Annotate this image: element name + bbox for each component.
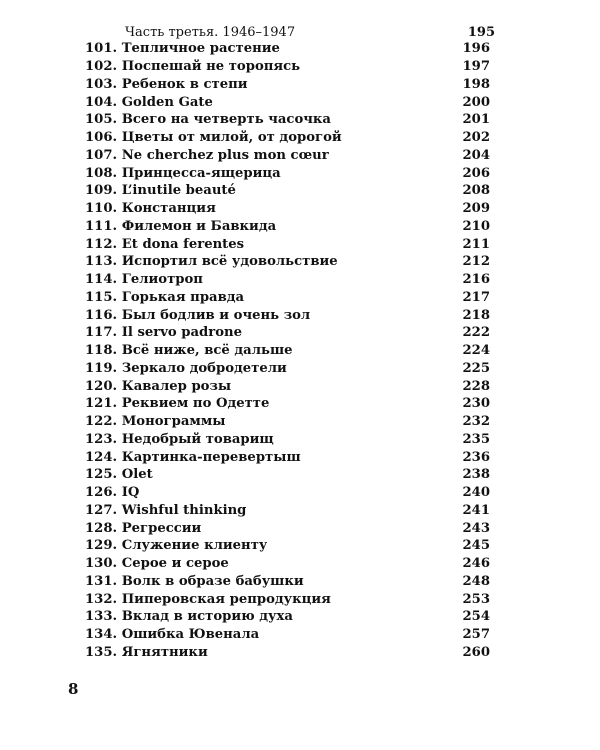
toc-entry xyxy=(85,342,490,360)
toc-entry-page: 206 xyxy=(462,165,490,181)
toc-entry-title: 103. Ребенок в степи xyxy=(85,76,248,92)
toc-entry-title: 114. Гелиотроп xyxy=(85,272,203,288)
toc-entry-page: 217 xyxy=(462,289,490,305)
part-page-number: 195 xyxy=(467,24,495,40)
toc-entry xyxy=(85,40,490,58)
toc-entry-page: 232 xyxy=(462,414,490,430)
toc-entry-page: 241 xyxy=(462,502,490,518)
toc-entry xyxy=(85,289,490,307)
toc-entry xyxy=(85,76,490,94)
toc-entry-page: 257 xyxy=(462,627,490,643)
toc-entry xyxy=(85,413,490,431)
toc-entry-page: 230 xyxy=(462,396,490,412)
toc-entry xyxy=(85,200,490,218)
toc-entry-title: 132. Пиперовская репродукция xyxy=(85,591,331,607)
toc-entry-page: 225 xyxy=(462,360,490,376)
toc-entry-page: 200 xyxy=(462,94,490,110)
toc-entry-title: 102. Поспешай не торопясь xyxy=(85,59,301,75)
toc-entry-title: 126. IQ xyxy=(85,485,140,501)
toc-entry xyxy=(85,147,490,165)
toc-entry-page: 248 xyxy=(462,573,490,589)
toc-entry-title: 101. Тепличное растение xyxy=(85,41,280,57)
toc-entry-page: 260 xyxy=(462,644,490,660)
toc-entry-title: 124. Картинка-перевертыш xyxy=(85,449,301,465)
toc-entry-title: 119. Зеркало добродетели xyxy=(85,360,287,376)
toc-entry xyxy=(85,306,490,324)
part-title: Часть третья. 1946–1947 xyxy=(125,24,296,40)
toc-entry-page: 209 xyxy=(462,201,490,217)
toc-entry-title: 105. Всего на четверть часочка xyxy=(85,112,331,128)
toc-entry-title: 108. Принцесса-ящерица xyxy=(85,165,281,181)
toc-entry-title: 122. Монограммы xyxy=(85,414,226,430)
toc-entry-title: 130. Серое и серое xyxy=(85,556,229,572)
page-number: 8 xyxy=(68,680,79,698)
toc-entry-page: 208 xyxy=(462,183,490,199)
toc-entry-title: 125. Olet xyxy=(85,467,153,483)
toc-entry xyxy=(85,129,490,147)
toc-entry-page: 210 xyxy=(462,218,490,234)
toc-entry-page: 218 xyxy=(462,307,490,323)
toc-entry xyxy=(85,431,490,449)
toc-entry-title: 117. Il servo padrone xyxy=(85,325,243,341)
toc-entry xyxy=(85,377,490,395)
toc-entry xyxy=(85,218,490,236)
toc-entry-title: 123. Недобрый товарищ xyxy=(85,431,274,447)
toc-entry-title: 133. Вклад в историю духа xyxy=(85,609,293,625)
toc-entry-page: 204 xyxy=(462,147,490,163)
toc-entry xyxy=(85,573,490,591)
toc-entry-page: 197 xyxy=(462,59,490,75)
toc-entry xyxy=(85,555,490,573)
toc-entry-title: 129. Служение клиенту xyxy=(85,538,268,554)
toc-entry xyxy=(85,519,490,537)
toc-entry xyxy=(85,448,490,466)
toc-entry xyxy=(85,608,490,626)
toc-entry xyxy=(85,111,490,129)
toc-entry-page: 254 xyxy=(462,609,490,625)
toc-entry xyxy=(85,58,490,76)
toc-entry xyxy=(85,271,490,289)
toc-entry xyxy=(85,93,490,111)
toc-entry-title: 112. Et dona ferentes xyxy=(85,236,245,252)
toc-entry xyxy=(85,484,490,502)
toc-entry xyxy=(85,164,490,182)
toc-entry-title: 120. Кавалер розы xyxy=(85,378,232,394)
toc-entry-title: 109. L’inutile beauté xyxy=(85,183,236,199)
toc-entry xyxy=(85,182,490,200)
toc-entry xyxy=(85,395,490,413)
toc-entry-page: 212 xyxy=(462,254,490,270)
toc-entry xyxy=(85,324,490,342)
toc-entry xyxy=(85,253,490,271)
toc-entry-page: 196 xyxy=(462,41,490,57)
toc-entry-page: 211 xyxy=(462,236,490,252)
toc-entry-title: 111. Филемон и Бавкида xyxy=(85,218,277,234)
toc-entry-title: 128. Регрессии xyxy=(85,520,202,536)
toc-entry xyxy=(85,626,490,644)
toc-entry xyxy=(85,644,490,662)
toc-entry-page: 216 xyxy=(462,272,490,288)
toc-entry-page: 202 xyxy=(462,130,490,146)
toc-entry-title: 134. Ошибка Ювенала xyxy=(85,627,260,643)
toc-entry-title: 104. Golden Gate xyxy=(85,94,213,110)
toc-entry xyxy=(85,235,490,253)
toc-entry xyxy=(85,537,490,555)
toc-entry xyxy=(85,466,490,484)
toc-entry-title: 121. Реквием по Одетте xyxy=(85,396,270,412)
toc-entry-page: 198 xyxy=(462,76,490,92)
toc-entry-page: 245 xyxy=(462,538,490,554)
toc-entry-page: 201 xyxy=(462,112,490,128)
toc-entry xyxy=(85,590,490,608)
toc-entry xyxy=(85,360,490,378)
toc-entry-page: 246 xyxy=(462,556,490,572)
toc-entry-title: 116. Был бодлив и очень зол xyxy=(85,307,311,323)
toc-entry-page: 243 xyxy=(462,520,490,536)
toc-entry-title: 113. Испортил всё удовольствие xyxy=(85,254,338,270)
toc-entry-page: 235 xyxy=(462,431,490,447)
part-heading xyxy=(125,22,495,42)
toc-entry-title: 127. Wishful thinking xyxy=(85,502,247,518)
toc-entry-title: 110. Констанция xyxy=(85,201,216,217)
toc-entry-page: 253 xyxy=(462,591,490,607)
toc-entry-title: 118. Всё ниже, всё дальше xyxy=(85,343,293,359)
toc-entry-page: 240 xyxy=(462,485,490,501)
toc-entry-page: 222 xyxy=(462,325,490,341)
toc-entry-page: 236 xyxy=(462,449,490,465)
toc-entry-title: 106. Цветы от милой, от дорогой xyxy=(85,130,342,146)
toc-entry-title: 115. Горькая правда xyxy=(85,289,245,305)
toc-entry-page: 238 xyxy=(462,467,490,483)
toc-entry-title: 135. Ягнятники xyxy=(85,644,208,660)
toc-entry xyxy=(85,502,490,520)
toc-entry-page: 224 xyxy=(462,343,490,359)
toc-entry-title: 131. Волк в образе бабушки xyxy=(85,573,304,589)
table-of-contents xyxy=(85,40,490,661)
toc-entry-title: 107. Ne cherchez plus mon cœur xyxy=(85,147,329,163)
toc-entry-page: 228 xyxy=(462,378,490,394)
